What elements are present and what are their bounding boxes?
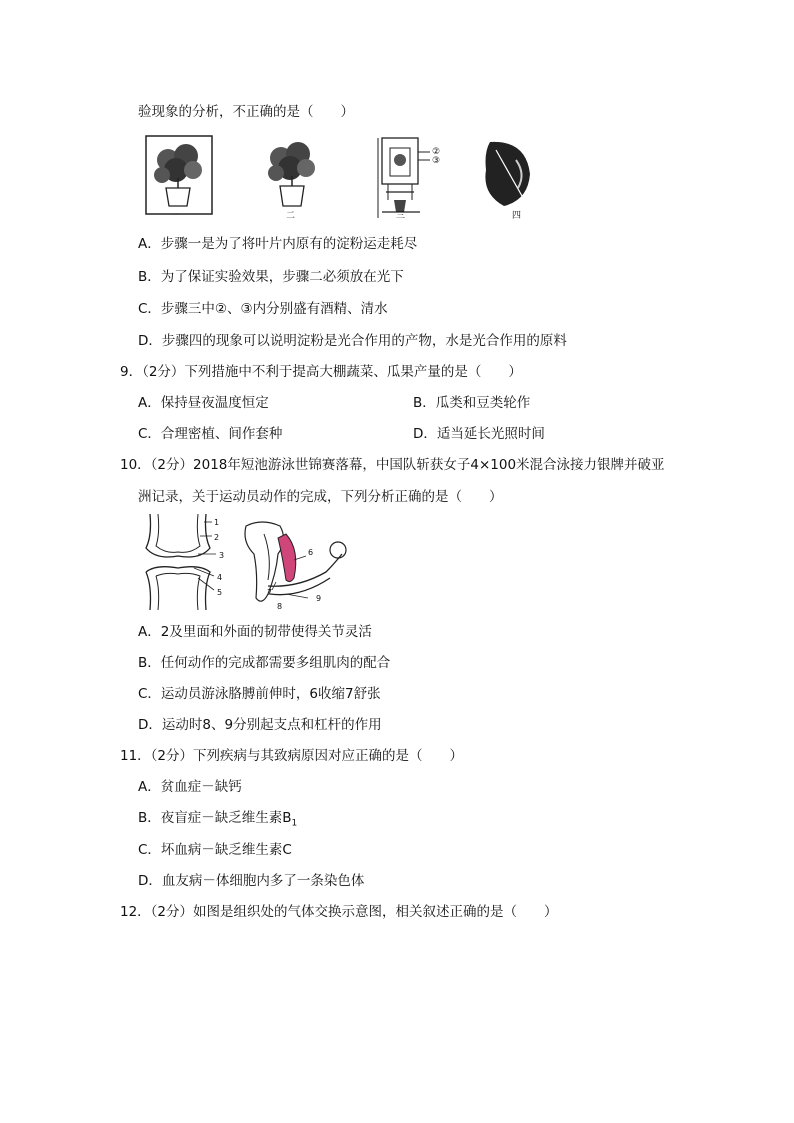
q9-option-b: B．瓜类和豆类轮作 [413,395,531,411]
q11-option-b-subscript: 1 [291,818,298,829]
q11-option-a: A．贫血症－缺钙 [138,779,242,795]
q11-option-b [138,809,297,833]
joint-label-4: 4 [217,573,223,582]
q10-figure [138,514,358,614]
q10-option-d: D．运动时8、9分别起支点和杠杆的作用 [138,717,382,733]
joint-label-5: 5 [217,588,223,597]
arm-label-8: 8 [277,602,283,611]
q11-option-c: C．坏血病－缺乏维生素C [138,842,292,858]
joint-diagram-icon [146,514,216,610]
step2-plant-light-icon [268,142,315,206]
q8-beaker-label-3: ③ [432,156,441,166]
q8-option-b: B．为了保证实验效果，步骤二必须放在光下 [138,269,404,285]
arm-label-9: 9 [316,594,322,603]
q11-option-d: D．血友病－体细胞内多了一条染色体 [138,873,365,889]
q8-fig-label-4: 四 [512,211,522,221]
q8-stem-tail: 验现象的分析，不正确的是（ ） [138,104,354,120]
q10-option-a: A．2及里面和外面的韧带使得关节灵活 [138,624,372,640]
q8-fig-label-3: 三 [396,211,406,221]
joint-label-1: 1 [214,518,220,527]
q8-fig-label-1: 一 [170,211,180,221]
q9-option-c: C．合理密植、间作套种 [138,426,283,442]
joint-label-3: 3 [219,551,225,560]
q11-option-b-text: B．夜盲症－缺乏维生素B [138,810,292,826]
q10-stem-line1: 10．（2分）2018年短池游泳世锦赛落幕，中国队斩获女子4×100米混合泳接力银牌并破亚 [120,457,665,473]
q8-beaker-label-2: ② [432,147,441,157]
q8-fig-label-2: 二 [286,211,296,221]
step3-water-bath-icon [378,138,430,218]
q10-option-c: C．运动员游泳胳膊前伸时，6收缩7舒张 [138,686,381,702]
q10-stem-line2: 洲记录，关于运动员动作的完成，下列分析正确的是（ ） [138,489,503,505]
joint-label-2: 2 [214,533,220,542]
q12-stem: 12．（2分）如图是组织处的气体交换示意图，相关叙述正确的是（ ） [120,904,558,920]
arm-label-7: 7 [267,588,273,597]
q9-option-a: A．保持昼夜温度恒定 [138,395,269,411]
q8-option-a: A．步骤一是为了将叶片内原有的淀粉运走耗尽 [138,236,418,252]
q10-option-b: B．任何动作的完成都需要多组肌肉的配合 [138,655,391,671]
arm-label-6: 6 [308,548,314,557]
q8-option-c: C．步骤三中②、③内分别盛有酒精、清水 [138,301,388,317]
step4-leaf-icon [485,142,530,206]
q9-stem: 9．（2分）下列措施中不利于提高大棚蔬菜、瓜果产量的是（ ） [120,364,522,380]
q9-option-d: D．适当延长光照时间 [413,426,545,442]
q8-figure [138,130,538,225]
q8-option-d: D．步骤四的现象可以说明淀粉是光合作用的产物，水是光合作用的原料 [138,333,567,349]
arm-muscle-diagram-icon [245,522,346,601]
step1-plant-dark-icon [146,136,212,214]
q11-stem: 11．（2分）下列疾病与其致病原因对应正确的是（ ） [120,748,464,764]
